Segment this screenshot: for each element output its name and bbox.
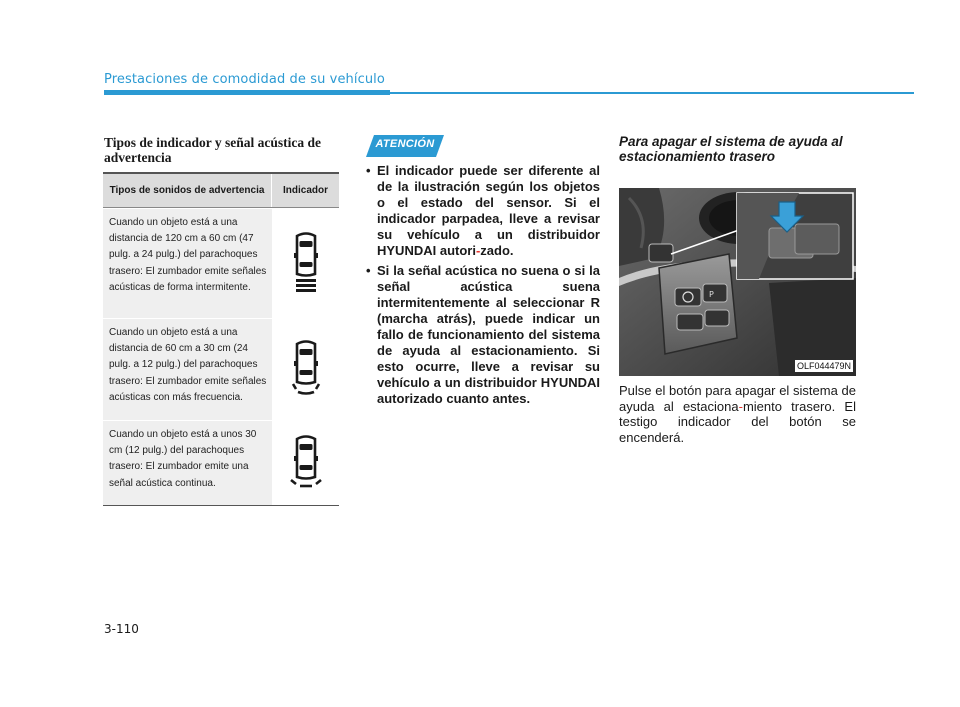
header-rule <box>390 92 914 94</box>
bullet-text: El indicador puede ser diferente al de la ilustración según los objetos o el estado del sensor. Si el indicador parpadea, lleve a revisar su vehículo a un distribuidor HYUNDAI autori <box>377 163 600 258</box>
car-sensor-far-icon <box>293 232 319 296</box>
bullet-text-tail: zado. <box>480 243 514 258</box>
figure-code: OLF044479N <box>796 361 851 371</box>
table-row <box>103 208 339 318</box>
list-item <box>366 263 600 407</box>
car-sensor-medium-icon <box>291 340 321 400</box>
warning-table <box>103 172 339 506</box>
table-row <box>103 318 339 420</box>
caution-label: ATENCIÓN <box>375 138 435 150</box>
center-console-illustration <box>619 188 856 376</box>
section-header-title: Prestaciones de comodidad de su vehículo <box>104 72 385 87</box>
indicator-section-title: Tipos de indicador y señal acústica de advertencia <box>104 135 322 165</box>
caution-bullets <box>366 163 600 411</box>
list-item <box>366 163 600 259</box>
table-header-row <box>103 174 339 208</box>
table-cell-indicator <box>271 421 339 505</box>
turn-off-section-title: Para apagar el sistema de ayuda al estacionamiento trasero <box>619 134 843 164</box>
header-accent-bar <box>104 90 390 95</box>
hyphen-mark: - <box>738 398 743 414</box>
car-sensor-near-icon <box>289 435 323 491</box>
table-row <box>103 420 339 505</box>
table-cell-indicator <box>271 319 339 420</box>
table-header-indicator: Indicador <box>271 174 339 207</box>
table-cell-sound: Cuando un objeto está a una distancia de 120 cm a 60 cm (47 pulg. a 24 pulg.) del parachoques trasero: El zumbador emite señales acústicas de forma intermitente. <box>109 217 267 293</box>
body-text-tail: miento trasero. El testigo indicador del botón se encenderá. <box>619 398 856 445</box>
page-number: 3-110 <box>104 622 139 636</box>
table-cell-sound: Cuando un objeto está a unos 30 cm (12 pulg.) del parachoques trasero: El zumbador emite una señal acústica continua. <box>109 429 257 489</box>
hyphen-mark: - <box>475 243 481 258</box>
table-cell-indicator <box>271 209 339 318</box>
caution-badge <box>366 135 444 157</box>
bullet-text: Si la señal acústica no suena o si la señal acústica suena intermitentemente al seleccionar R (marcha atrás), puede indicar un fallo de funcionamiento del sistema de ayuda al estacionamiento. Si esto ocurre, lleve a revisar su vehículo a un distribuidor HYUNDAI autorizado cuanto antes. <box>377 263 600 406</box>
svg-text:P: P <box>709 290 714 299</box>
console-photo <box>619 188 856 376</box>
body-text: Pulse el botón para apagar el sistema de ayuda al estaciona <box>619 383 856 414</box>
table-cell-sound: Cuando un objeto está a una distancia de 60 cm a 30 cm (24 pulg. a 12 pulg.) del parachoques trasero: El zumbador emite señales acústicas con más frecuencia. <box>109 327 267 403</box>
turn-off-instructions <box>619 383 856 445</box>
table-header-sound: Tipos de sonidos de advertencia <box>109 185 265 196</box>
